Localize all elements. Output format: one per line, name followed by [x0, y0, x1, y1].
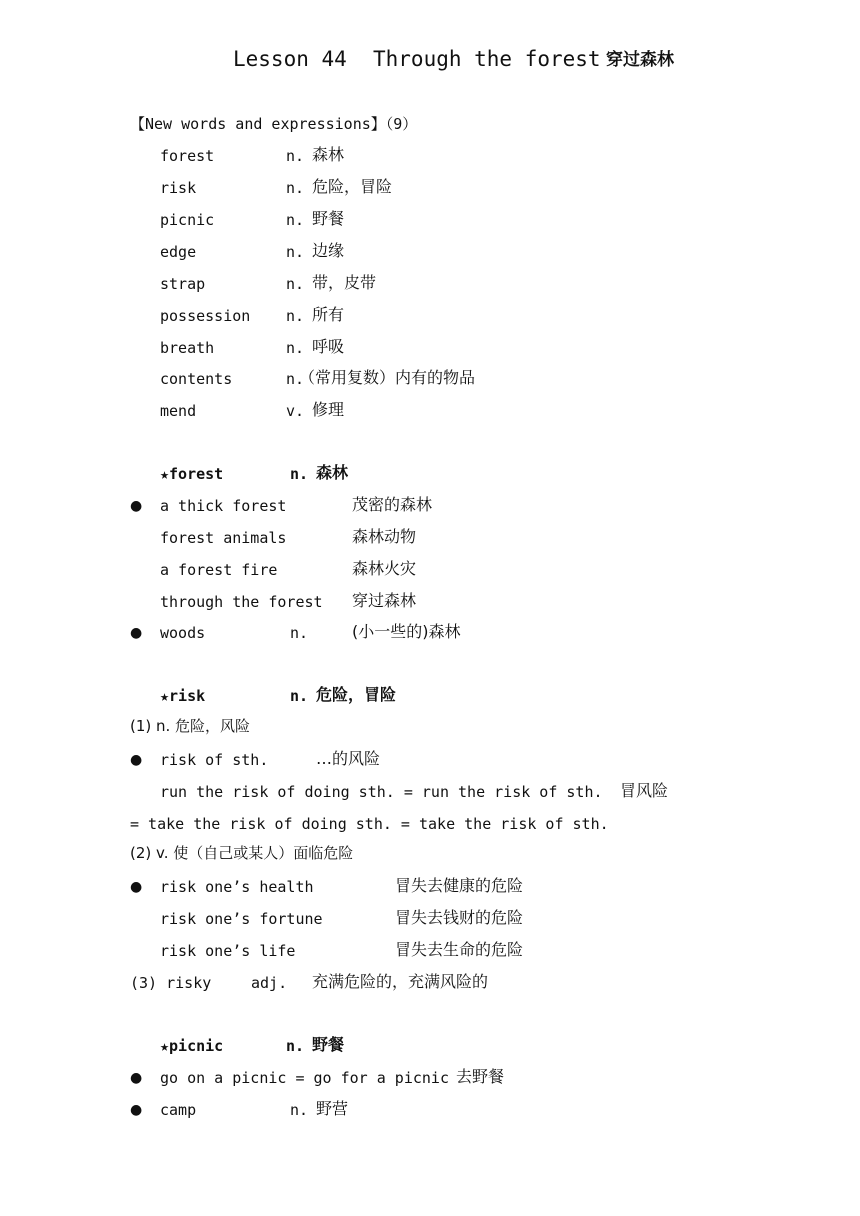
- word-entry-word: strap: [160, 275, 206, 293]
- phrase-en: camp: [160, 1101, 197, 1119]
- picnic-heading-meaning: 野餐: [312, 1035, 345, 1054]
- word-entry-word: mend: [160, 402, 197, 420]
- word-entry-pos: n.: [286, 179, 305, 197]
- phrase-cn: 森林火灾: [352, 559, 417, 578]
- bullet-point: ●: [130, 498, 143, 514]
- risk-heading-meaning: 危险，冒险: [316, 685, 397, 704]
- word-entry-meaning: （常用复数）内有的物品: [299, 368, 476, 387]
- word-entry-word: forest: [160, 147, 215, 165]
- phrase-cn: (小一些的)森林: [352, 622, 461, 641]
- word-entry-pos: n.: [286, 339, 305, 357]
- bullet-point: ●: [130, 752, 143, 768]
- phrase-cn: 野营: [316, 1099, 349, 1118]
- bullet-point: ●: [130, 1102, 143, 1118]
- word-entry-meaning: 边缘: [312, 241, 345, 260]
- lesson-title-cn: 穿过森林: [606, 50, 674, 70]
- risk-sense-3-pos: adj.: [251, 974, 288, 992]
- word-entry-word: possession: [160, 307, 251, 325]
- lesson-title: Through the forest: [373, 47, 601, 71]
- new-words-heading-text: 【New words and expressions】: [130, 115, 386, 133]
- phrase-en: risk one’s health: [160, 878, 314, 896]
- bullet-point: ●: [130, 879, 143, 895]
- risk-sense-1: (1) n. 危险，风险: [130, 717, 251, 735]
- word-entry-word: risk: [160, 179, 197, 197]
- phrase-en: woods: [160, 624, 206, 642]
- word-entry-meaning: 修理: [312, 400, 345, 419]
- phrase-en: forest animals: [160, 529, 287, 547]
- phrase-pos: n.: [290, 624, 309, 642]
- word-entry-word: contents: [160, 370, 233, 388]
- phrase-en: = take the risk of doing sth. = take the risk of sth.: [130, 815, 609, 833]
- phrase-en: go on a picnic = go for a picnic: [160, 1069, 449, 1087]
- phrase-cn: 冒风险: [620, 781, 669, 800]
- forest-heading-word: ★forest: [160, 465, 224, 483]
- bullet-point: ●: [130, 625, 143, 641]
- word-entry-meaning: 呼吸: [312, 337, 345, 356]
- word-entry-meaning: 带，皮带: [312, 273, 377, 292]
- risk-heading-pos: n.: [290, 687, 309, 705]
- word-entry-pos: n.: [286, 275, 305, 293]
- phrase-cn: 冒失去钱财的危险: [395, 908, 524, 927]
- phrase-cn: 去野餐: [456, 1067, 505, 1086]
- new-words-heading: [130, 117, 417, 132]
- phrase-cn: 茂密的森林: [352, 495, 433, 514]
- lesson-number: Lesson 44: [233, 47, 347, 71]
- phrase-en: risk one’s life: [160, 942, 296, 960]
- phrase-cn: 冒失去健康的危险: [395, 876, 524, 895]
- word-entry-pos: n.: [286, 307, 305, 325]
- word-entry-pos: v.: [286, 402, 305, 420]
- risk-sense-3-cn: 充满危险的，充满风险的: [312, 972, 489, 991]
- word-entry-word: breath: [160, 339, 215, 357]
- new-words-count: （9）: [385, 115, 418, 133]
- phrase-en: a forest fire: [160, 561, 278, 579]
- risk-sense-3: (3) risky: [130, 974, 212, 992]
- picnic-heading-pos: n.: [286, 1037, 305, 1055]
- phrase-cn: 森林动物: [352, 527, 417, 546]
- phrase-en: risk one’s fortune: [160, 910, 323, 928]
- word-entry-pos: n.: [286, 370, 305, 388]
- bullet-point: ●: [130, 1070, 143, 1086]
- word-entry-pos: n.: [286, 243, 305, 261]
- word-entry-meaning: 所有: [312, 305, 345, 324]
- phrase-en: run the risk of doing sth. = run the risk of sth.: [160, 783, 603, 801]
- phrase-cn: …的风险: [316, 749, 381, 768]
- phrase-cn: 冒失去生命的危险: [395, 940, 524, 959]
- phrase-pos: n.: [290, 1101, 309, 1119]
- word-entry-pos: n.: [286, 211, 305, 229]
- phrase-en: a thick forest: [160, 497, 287, 515]
- forest-heading-meaning: 森林: [316, 463, 349, 482]
- word-entry-pos: n.: [286, 147, 305, 165]
- phrase-cn: 穿过森林: [352, 591, 417, 610]
- word-entry-meaning: 危险，冒险: [312, 177, 393, 196]
- risk-heading-word: ★risk: [160, 687, 206, 705]
- picnic-heading-word: ★picnic: [160, 1037, 224, 1055]
- word-entry-word: edge: [160, 243, 197, 261]
- risk-sense-2: (2) v. 使（自己或某人）面临危险: [130, 844, 354, 862]
- word-entry-meaning: 野餐: [312, 209, 345, 228]
- word-entry-word: picnic: [160, 211, 215, 229]
- phrase-en: through the forest: [160, 593, 323, 611]
- phrase-en: risk of sth.: [160, 751, 269, 769]
- forest-heading-pos: n.: [290, 465, 309, 483]
- word-entry-meaning: 森林: [312, 145, 345, 164]
